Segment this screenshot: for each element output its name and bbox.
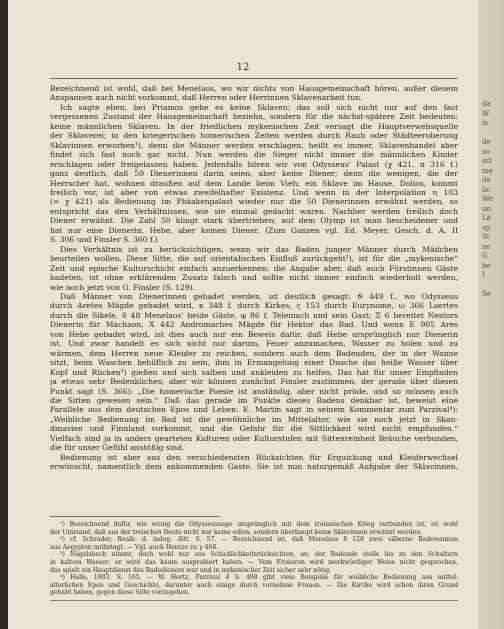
footnote-line: ³) Nägelsbach nimmt, doch wohl nur aus Schicklichkeitsrücksichten, an, der Badende stelle bis zu den Schultern bbox=[60, 551, 458, 559]
page-number: 12 bbox=[236, 62, 250, 73]
footnote-line: ¹) Bezeichnend dafür, wie wenig die Odysseussage ursprünglich mit dem troianischen Krieg verbunden ist, ist wohl bbox=[60, 521, 458, 528]
footnote-line: der Umstand, daß aus der troischen Beute nicht nur keine edlen, sondern überhaupt keine Sklavinnen erwähnt werden. bbox=[50, 528, 423, 536]
footnote-line: in kaltem Wasser; er wird das kaum ausprobiert haben. — Vom Frisieren wird merkwürdiger Weise nicht gesprochen, bbox=[50, 558, 458, 566]
text-line: entspricht das den Verhältnissen, wie sie einmal gedacht waren. Nachher werden freilich doch bbox=[50, 206, 458, 216]
text-line: „Weibliche Bedienung im Bad ist die gewöhnliche im Mittelalter, wie sie noch jetzt in Skan- bbox=[50, 414, 458, 424]
footnote-line: gehabt haben, gegen diese Sitte vorzugehen. bbox=[50, 589, 190, 597]
text-line: durch die Sikele, δ 48 Menelaos' beide Gäste, φ 86 f. Telemach und sein Gast; Ξ 6 bereitet Nestors bbox=[50, 310, 458, 320]
text-line: Kopf und Rücken³) gießen und sich salben und ankleiden zu helfen. Das hat für unser Empfinden bbox=[50, 367, 458, 377]
footnote-line: alterlichen Epen und Geschichte, darunter auch einige durch vornehme Frauen. — Die Kirche wird schon ihren Grund bbox=[50, 581, 458, 589]
text-line: Vielfach sind ja in anders gearteten Kulturen oder Kulturstufen mit Sittenreinheit Bräuche verbunden, bbox=[50, 433, 458, 443]
main-text bbox=[50, 84, 458, 472]
text-line: (= χ 421) als Bedienung im Phäakenpalast wieder nur die 50 Dienerinnen erwähnt werden, so bbox=[50, 197, 458, 207]
book-page bbox=[8, 0, 478, 629]
text-line: Anspannen auch nicht vorkommt, daß Herren oder Herrinnen Sklavenarbeit tun. bbox=[50, 93, 363, 103]
facing-page-edge bbox=[478, 0, 504, 629]
text-line: ja etwas sehr Bedenkliches; aber wir können zunächst Finsler zustimmen, der gerade über diesen bbox=[50, 377, 458, 387]
text-line: von Hebe gebadet wird, ist dies auch nur ein Beweis dafür, daß Hebe ursprünglich nur Dienerin bbox=[50, 329, 458, 339]
text-line: der Sklaverei; in den kriegerischen homerischen Zeiten werden durch Raub oder Städteeroberung bbox=[50, 131, 458, 141]
text-line: Ich sagte eben, bei Priamos gebe es keine Sklaven; das soll sich nicht nur auf den fast bbox=[60, 102, 458, 112]
text-line: Bezeichnend ist wohl, daß bei Menelaos, wo wir nichts von Hausgemeinschaft hören, außer diesem bbox=[50, 84, 458, 93]
text-line: vergessenen Zustand der Hausgemeinschaft beziehn, sondern für die nächst-spätere Zeit bedeuten: bbox=[50, 112, 458, 122]
text-line: ganz deutlich, daß 50 Dienerinnen darin seien, aber keine Diener; denn die wenigen, die der bbox=[50, 169, 458, 179]
footnote-line: ²) cf. Schrader, Realb. d. indog. Altt. S. 57. — Bezeichnend ist, daß Menelaos δ 128 zwei silberne Badewannen bbox=[60, 536, 458, 544]
text-line: badeten, ist ohne erklärenden Zusatz falsch und sollte nicht immer einfach wiederholt werden, bbox=[50, 273, 458, 283]
footnote-line: das spielt ein Hauptdienst des Badedieners war und in mykenischer Zeit sicher sehr nötig. bbox=[50, 566, 332, 574]
header-rule bbox=[50, 78, 458, 79]
text-line: beurteilen wollen. Diese Sitte, die auf orientalischen Einfluß zurückgeht²), ist für die „mykenische“ bbox=[50, 254, 458, 264]
facing-page-text: da W is de so scl me da lic We un Lä sp St se G be I Se bbox=[482, 100, 493, 298]
footnote-line: ⁴) Halle, 1903. S. 165. — W. Hertz, Parzival 4 S. 498 gibt viele Beispiele für weibliche Bedienung aus mittel- bbox=[60, 574, 458, 582]
text-line: Diener erwähnt. Die Zahl 50 klingt stark übertrieben; auf dem Olymp ist man bescheidener und bbox=[50, 216, 458, 226]
text-line: Parallele aus dem deutschen Epos und Leben: E. Martin sagt in seinem Kommentar zum Parzival⁴): bbox=[50, 405, 458, 415]
text-line: erschlagen oder freigelassen haben. Jedenfalls hören wir von Odysseus' Palast (χ 421, π 316 f.) bbox=[50, 159, 458, 169]
text-line: sitzt, beim Waschen behilflich zu sein, ihm in Ermangelung einer Dusche das heiße Wasser über bbox=[50, 358, 458, 368]
footnote-separator bbox=[50, 516, 220, 517]
text-line: Daß Männer von Dienerinnen gebadet werden, ist deutlich gesagt: ϑ 449 f., wo Odysseus bbox=[60, 291, 458, 301]
text-line: erwünscht, namentlich dem ankommenden Gaste. Sie ist nun naturgemäß Aufgabe der Sklavinnen, bbox=[50, 462, 458, 472]
text-line: Bedienung ist aber aus den verschiedensten Rücksichten für Erquickung und Kleiderwechsel bbox=[60, 452, 458, 462]
text-line: hat nur eine Dienerin, Hebe, aber keinen Diener. (Zum Ganzen vgl. Ed. Meyer, Gesch. d. A. II bbox=[50, 225, 458, 235]
text-line: Herrscher hat, wohnen draußen auf dem Lande beim Vieh; ein Sklave im Hause, Dolios, kommt bbox=[50, 178, 458, 188]
page-bottom-rule bbox=[50, 600, 458, 601]
text-line: Punkt sagt (S. 366): „Die homerische Poesie ist anständig, aber nicht prüde, und so müssen auch bbox=[50, 386, 458, 396]
text-line: wärmen, dem Herren neue Kleider zu reichen, sondern auch dem Badenden, der in der Wanne bbox=[50, 348, 458, 358]
text-line: freilich vor, ist aber von etwas zweifelhafter Existenz. Und wenn in der Interpolation η 103 bbox=[50, 187, 458, 197]
footnote-line: aus Aegypten mitbringt. — Vgl. auch Hentze zu γ 468. bbox=[50, 543, 219, 551]
text-line: die für unser Gefühl anstößig sind. bbox=[50, 443, 185, 453]
text-line: Zeit und epische Kulturschicht einfach anzuerkennen; die Angabe aber, daß auch Fürstinnen Gäste bbox=[50, 263, 458, 273]
footnotes bbox=[50, 521, 458, 597]
text-line: Sklavinnen erworben¹), denn die Männer werden erschlagen, heißt es immer. Sklavenhandel aber bbox=[50, 140, 458, 150]
text-line: findet sich fast noch gar nicht. Nun werden die Sieger nicht immer die männlichen Kinder bbox=[50, 150, 458, 160]
text-line: durch Aretes Mägde gebadet wird, κ 348 f. durch Kirkes, ς 153 durch Eurynome, ω 366 Laertes bbox=[50, 301, 458, 311]
text-line: ist. Und zwar handelt es sich nicht nur darum, Feuer anzumachen, Wasser zu holen und zu bbox=[50, 339, 458, 349]
text-line: die Sitten gewesen sein.“ Daß das gerade im Punkte dieses Badens denkbar ist, beweist eine bbox=[50, 395, 458, 405]
text-line: Dienerin für Machaon, Χ 442 Andromaches Mägde für Hektor das Bad. Und wenn Ε 905 Ares bbox=[50, 320, 458, 330]
text-line: wie noch jetzt von G. Finsler (S. 129). bbox=[50, 282, 196, 292]
text-line: Dies Verhältnis ist zu berücksichtigen, wenn wir das Baden junger Männer durch Mädchen bbox=[60, 244, 458, 254]
text-line: dinavien und Finnland vorkommt, und die Gefahr für die Sittlichkeit wird nicht empfunden.“ bbox=[50, 424, 458, 434]
text-line: S. 306 und Finsler S. 360 f.) bbox=[50, 235, 158, 245]
text-line: keine männlichen Sklaven. In der friedlichen mykenischen Zeit versagt die Hauptverwebsquelle bbox=[50, 121, 458, 131]
